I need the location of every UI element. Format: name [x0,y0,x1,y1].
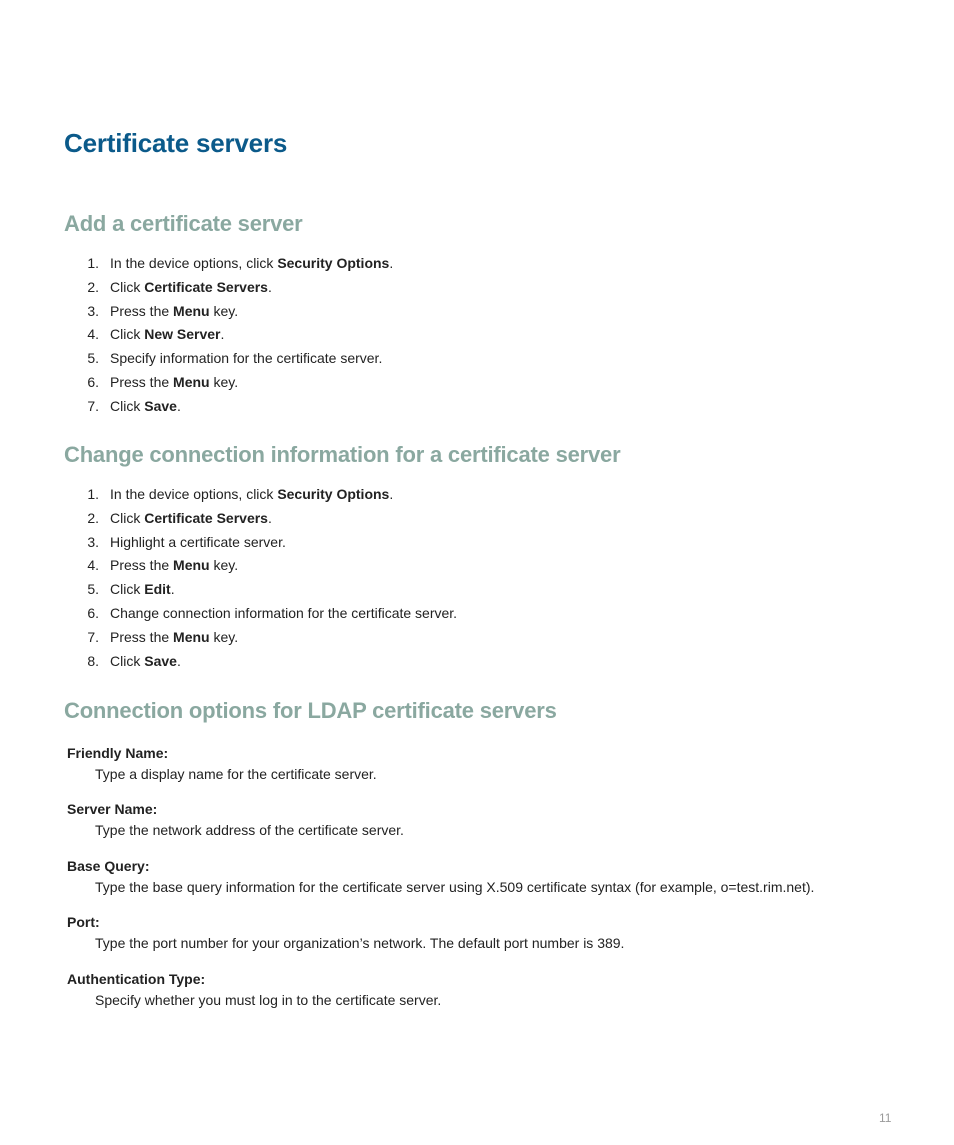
change-connection-steps [64,483,457,673]
option-name: Base Query: [67,857,150,874]
step-number: 3. [87,302,99,319]
step-text: Click [110,326,145,343]
list-item [64,276,393,300]
step-text: . [220,326,225,343]
step-number: 7. [87,397,99,414]
add-server-steps [64,252,393,419]
ldap-options-list [67,743,814,1025]
step-text: . [267,509,272,526]
list-item [64,371,393,395]
option-item [67,856,814,912]
step-text: . [176,652,181,669]
step-number: 4. [87,326,99,343]
step-emphasis: Security Options [277,255,390,271]
step-number: 7. [87,628,99,645]
step-text: . [176,397,181,414]
step-text: Press the [110,628,174,645]
page-number: 11 [879,1111,892,1125]
option-name: Friendly Name: [67,745,169,761]
list-item [64,554,457,578]
option-description: Specify whether you must log in to the certificate server. [95,991,442,1008]
step-text: key. [209,557,239,574]
step-text: Click [110,581,145,598]
option-item [67,912,814,968]
step-text: Highlight a certificate server. [110,533,286,550]
step-text: key. [209,373,239,390]
step-text: . [389,255,394,271]
option-item [67,799,814,855]
step-emphasis: Menu [173,557,210,574]
step-text: key. [209,302,239,319]
option-item [67,969,814,1025]
list-item [64,347,393,371]
step-number: 3. [87,533,99,550]
list-item [64,507,457,531]
list-item [64,602,457,626]
step-text: In the device options, click [110,255,278,271]
step-emphasis: Menu [173,373,210,390]
step-emphasis: Save [144,397,177,414]
step-text: Press the [110,373,174,390]
step-text: Change connection information for the certificate server. [110,604,458,621]
step-text: Click [110,278,145,295]
step-number: 5. [87,350,99,367]
step-text: Click [110,509,145,526]
step-number: 1. [87,255,99,271]
step-emphasis: Security Options [277,486,390,502]
step-text: Specify information for the certificate server. [110,350,383,367]
step-text: . [389,486,394,502]
step-emphasis: Menu [173,302,210,319]
step-text: Click [110,652,145,669]
option-description: Type the network address of the certificate server. [95,822,404,839]
step-emphasis: Certificate Servers [144,278,268,295]
step-number: 8. [87,652,99,669]
option-item [67,743,814,799]
list-item [64,300,393,324]
step-number: 4. [87,557,99,574]
step-emphasis: New Server [144,326,221,343]
step-text: key. [209,628,239,645]
list-item [64,531,457,555]
step-text: Click [110,397,145,414]
option-description: Type the base query information for the certificate server using X.509 certificate syntax (for example, o=test.rim.net). [95,878,815,895]
step-text: . [170,581,175,598]
step-emphasis: Edit [144,581,171,598]
step-emphasis: Certificate Servers [144,509,268,526]
list-item [64,483,457,507]
step-emphasis: Menu [173,628,210,645]
step-number: 6. [87,604,99,621]
option-name: Authentication Type: [67,970,206,987]
step-text: Press the [110,557,174,574]
option-name: Port: [67,914,100,931]
section-heading-add-server: Add a certificate server [64,211,303,236]
option-description: Type the port number for your organization’s network. The default port number is 389. [95,935,625,952]
section-heading-change-connection: Change connection information for a certificate server [64,442,621,467]
list-item [64,578,457,602]
step-number: 2. [87,509,99,526]
step-number: 5. [87,581,99,598]
step-text: Press the [110,302,174,319]
list-item [64,252,393,276]
step-text: . [267,278,272,295]
option-description: Type a display name for the certificate server. [95,766,377,782]
list-item [64,395,393,419]
step-number: 1. [87,486,99,502]
list-item [64,323,393,347]
list-item [64,650,457,674]
step-number: 2. [87,278,99,295]
page-title: Certificate servers [64,128,288,158]
section-heading-ldap-options: Connection options for LDAP certificate servers [64,698,557,723]
list-item [64,626,457,650]
step-text: In the device options, click [110,486,278,502]
option-name: Server Name: [67,801,158,818]
step-emphasis: Save [144,652,177,669]
step-number: 6. [87,373,99,390]
